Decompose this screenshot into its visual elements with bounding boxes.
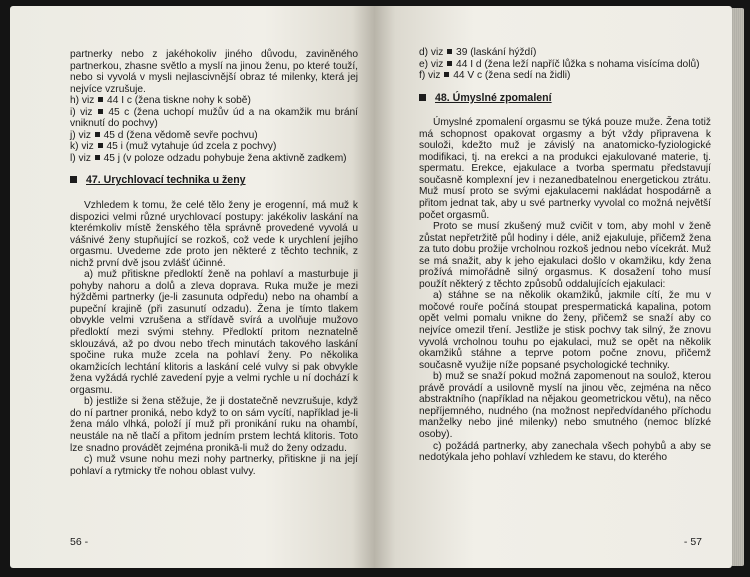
ref-item-h: h) viz 44 I c (žena tiskne nohy k sobě) (70, 95, 251, 107)
page-number: - 57 (683, 536, 702, 548)
ref-item-j: j) viz 45 d (žena vědomě sevře pochvu) (70, 129, 258, 141)
bullet-icon (95, 155, 100, 160)
paragraph: Proto se musí zkušený muž cvičit v tom, aby mohl v ženě zůstat nepřetržitě půl hodiny i déle, aniž ejakuluje, přičemž žena za tuto dobu prožije vrcholnou rozkoš jednou nebo vícekrát. Muž se má snažit, aby k jeho ejakulaci došlo v okamžiku, kdy žena prožívá mimořádně silný orgasmus. K dosažení toho musí použít některý z těchto způsobů oddalujících ejakulaci: (419, 221, 711, 290)
bullet-icon (447, 49, 452, 54)
paragraph: b) muž se snaží pokud možná zapomenout na soulož, kterou právě provádí a usilovně myslí na jinou věc, zejména na něco abstraktního (například na nějakou geometrickou větu), na něco nepříjemného, nudného (na možnost nepředvídaného příchodu manželky nebo jiné milenky) nebo smutného (nemoc blízké osoby). (419, 371, 711, 440)
bullet-icon (98, 97, 103, 102)
page-edges (732, 8, 744, 566)
ref-item-l: l) viz 45 j (v poloze odzadu pohybuje žena aktivně zadkem) (70, 152, 347, 164)
bullet-icon (447, 61, 452, 66)
ref-item-i: i) viz 45 c (žena uchopí mužův úd a na okamžik mu brání vniknutí do pochvy) (70, 106, 358, 130)
paragraph: a) stáhne se na několik okamžiků, jakmile cítí, že mu v močové rouře počíná stoupat prespermatická kapalina, potom opět velmi pomalu vnikne do ženy, přičemž se snaží aby co nejvíce omezil tření. Jestliže je stisk pochvy tak silný, že znovu vyvolá vrcholnou touhu po ejakulaci, muž se opět na několik okamžiků stáhne a teprve potom počne znovu, přičemž současně využije níže popsané psychologické techniky. (419, 290, 711, 371)
ref-item-f: f) viz 44 V c (žena sedí na židli) (419, 70, 571, 82)
left-page-text (70, 49, 358, 477)
section-heading-47: 47. Urychlovací technika u ženy (70, 175, 358, 187)
paragraph: a) muž přitiskne předloktí ženě na pohlaví a masturbuje ji pohyby nahoru a dolů a zleva doprava. Ruka muže je mezi hýžděmi partnerky (je-li zasunuta odpředu) nebo na ohambí a pupeční krajině (při zasunutí odzadu). Žena je tímto tlakem obvykle velmi vzrušena a střídavě svírá a uvolňuje mužovo předloktí mezi svými stehny. Předloktí pritom neznatelně sklouzává, až po dvou nebo třech minutách takového laskání spočine ruka muže zcela na pohlaví ženy. Po několika okamžicích lechtání klitoris a laskání celé vulvy si pak obvykle žena vyžádá rychlé zavedení pyje a velmi rychle u ní dochází k orgasmu. (70, 269, 358, 396)
paragraph: c) muž vsune nohu mezi nohy partnerky, přitiskne ji na její pohlaví a rytmicky tře nohou oblast vulvy. (70, 454, 358, 477)
paragraph: Úmyslné zpomalení orgasmu se týká pouze muže. Žena totiž má schopnost opakovat orgasmy a být vždy připravena k souloži, kdežto muž je závislý na anatomicko-fyziologické modifikaci, tj. na erekci a na produkci ejakulované materie, tj. spermatu. Erekce, ejakulace a tvorba spermatu představují současně komplexní jev i nezanedbatelnou energetickou ztrátu. Muž musí proto se svými ejakulacemi nakládat hospodárně a přitom jednat tak, aby u své partnerky vyvolal co možná největší počet orgasmů. (419, 117, 711, 221)
square-bullet-icon (70, 176, 77, 183)
right-page (374, 6, 732, 568)
square-bullet-icon (419, 94, 426, 101)
bullet-icon (98, 143, 103, 148)
page-number: 56 - (70, 536, 89, 548)
bullet-icon (98, 109, 103, 114)
intro-paragraph: partnerky nebo z jakéhokoliv jiného důvodu, zaviněného partnerkou, zhasne světlo a myslí na jinou ženu, po které touží, nebo si vyvolá v mysli nejlascivnější obraz té milenky, která jej nejvíce vzrušuje. (70, 49, 358, 95)
bullet-icon (444, 72, 449, 77)
left-page (10, 6, 374, 568)
ref-item-e: e) viz 44 I d (žena leží napříč lůžka s nohama visícíma dolů) (419, 58, 700, 70)
ref-item-d: d) viz 39 (laskání hýždí) (419, 47, 537, 58)
paragraph: b) jestliže si žena stěžuje, že ji dostatečně nevzrušuje, když do ní partner proniká, nebo když to on sám vycítí, například je-li žena málo vlhká, položí jí muž při pronikání ruku na ohambí, neustále na ně tlačí a přitom jedním prstem lechtá klitoris. Toto lze snadno provádět zejména pronikā-li muž do ženy odzadu. (70, 396, 358, 454)
paragraph: Vzhledem k tomu, že celé tělo ženy je erogenní, má muž k dispozici velmi různé urychlovací postupy: jakékoliv laskání na kterémkoliv místě ženského těla správně provedené vyvolá u vášnivé ženy stupňující se rozkoš, což vede k urychlení jejího orgasmu. Uvedeme zde proto jen některé z těchto technik, z nichž první dvě jsou zvlášť účinné. (70, 200, 358, 269)
right-page-text (419, 47, 711, 464)
ref-item-k: k) viz 45 i (muž vytahuje úd zcela z pochvy) (70, 141, 277, 153)
paragraph: c) požádá partnerky, aby zanechala všech pohybů a aby se nedotýkala jeho pohlaví vzhledem ke stavu, do kterého (419, 440, 711, 464)
section-heading-48: 48. Úmyslné zpomalení (419, 93, 711, 105)
bullet-icon (95, 132, 100, 137)
